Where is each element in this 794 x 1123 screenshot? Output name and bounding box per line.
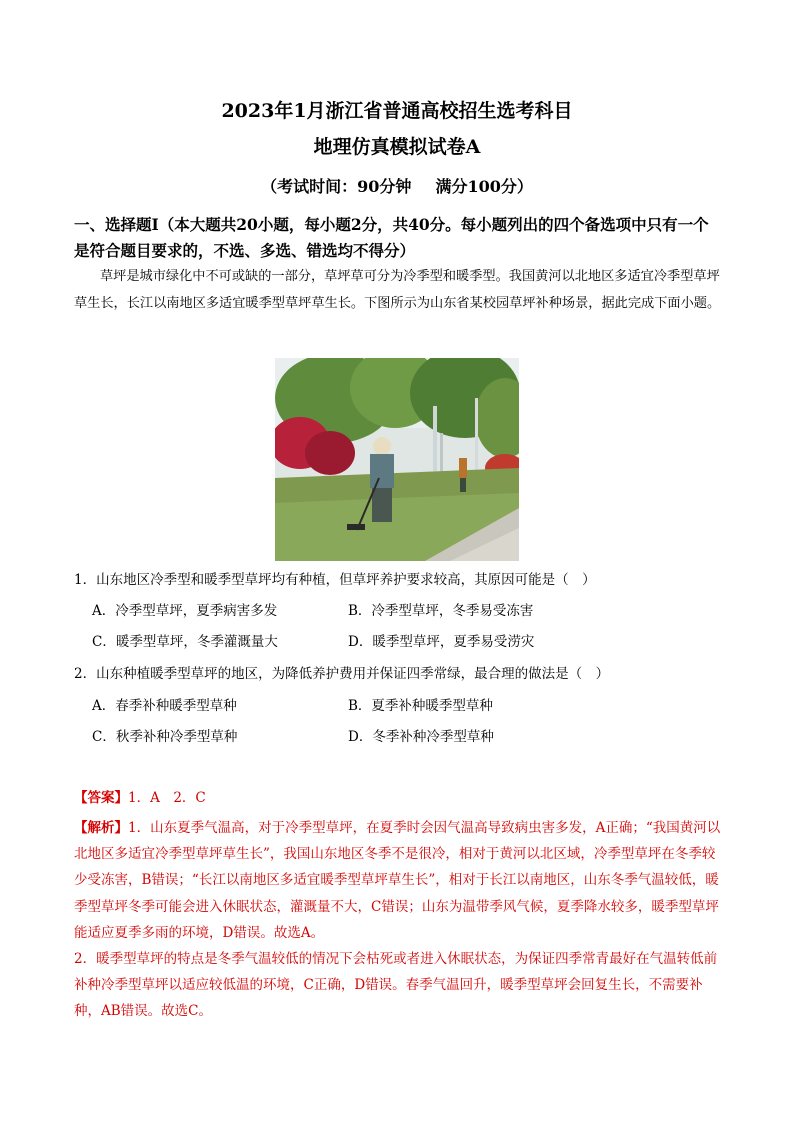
exam-title-line1: 2023年1月浙江省普通高校招生选考科目 — [221, 100, 573, 122]
question-2-stem: 2．山东种植暖季型草坪的地区，为降低养护费用并保证四季常绿，最合理的做法是（ ） — [74, 666, 610, 682]
passage-intro: 草坪是城市绿化中不可或缺的一部分，草坪草可分为冷季型和暖季型。我国黄河以北地区多适宜冷季型草坪草生长，长江以南地区多适宜暖季型草坪草生长。下图所示为山东省某校园草坪补种场景，据此完成下面小题。 — [74, 269, 721, 311]
analysis-text-1: 1．山东夏季气温高，对于冷季型草坪，在夏季时会因气温高导致病虫害多发，A正确；“我国黄河以北地区多适宜冷季型草坪草生长”，我国山东地区冬季不是很冷，相对于黄河以北区域，冷季型草坪在冬季较少受冻害，B错误；“长江以南地区多适宜暖季型草坪草生长”，相对于长江以南地区，山东冬季气温较低，暖季型草坪冬季可能会进入休眠状态，灌溉量不大，C错误；山东为温带季风气候，夏季降水较多，暖季型草坪能适应夏季多雨的环境，D错误。故选A。 — [74, 820, 721, 941]
question-2-option-b: B．夏季补种暖季型草种 — [348, 698, 493, 714]
full-score: 满分100分） — [435, 177, 533, 196]
lawn-photo — [275, 358, 519, 561]
answer-label: 【答案】 — [74, 790, 128, 806]
exam-info — [0, 174, 794, 197]
question-2-option-a: A．春季补种暖季型草种 — [92, 698, 237, 714]
question-2-option-c: C．秋季补种冷季型草种 — [92, 729, 238, 745]
exam-title-line2: 地理仿真模拟试卷A — [313, 136, 481, 158]
question-1-stem: 1．山东地区冷季型和暖季型草坪均有种植，但草坪养护要求较高，其原因可能是（ ） — [74, 572, 596, 588]
question-1-option-c: C．暖季型草坪，冬季灌溉量大 — [92, 634, 278, 650]
analysis-label: 【解析】 — [74, 820, 128, 836]
question-1-option-b: B．冷季型草坪，冬季易受冻害 — [348, 603, 534, 619]
section-heading: 一、选择题Ⅰ（本大题共20小题，每小题2分，共40分。每小题列出的四个备选项中只有一个是符合题目要求的，不选、多选、错选均不得分） — [74, 215, 709, 260]
question-2-option-d: D．冬季补种冷季型草种 — [348, 729, 494, 745]
answer-text: 1．A 2．C — [128, 790, 206, 806]
question-1-option-a: A．冷季型草坪，夏季病害多发 — [92, 603, 278, 619]
exam-time: （考试时间：90分钟 — [261, 177, 412, 196]
analysis-paragraph-2: 2．暖季型草坪的特点是冬季气温较低的情况下会枯死或者进入休眠状态，为保证四季常青最好在气温转低前补种冷季型草坪以适应较低温的环境，C正确，D错误。春季气温回升，暖季型草坪会回复生长，不需要补种，AB错误。故选C。 — [74, 951, 718, 1020]
answer-line — [74, 786, 206, 806]
question-1-option-d: D．暖季型草坪，夏季易受涝灾 — [348, 634, 535, 650]
analysis-paragraph-1 — [74, 815, 724, 946]
